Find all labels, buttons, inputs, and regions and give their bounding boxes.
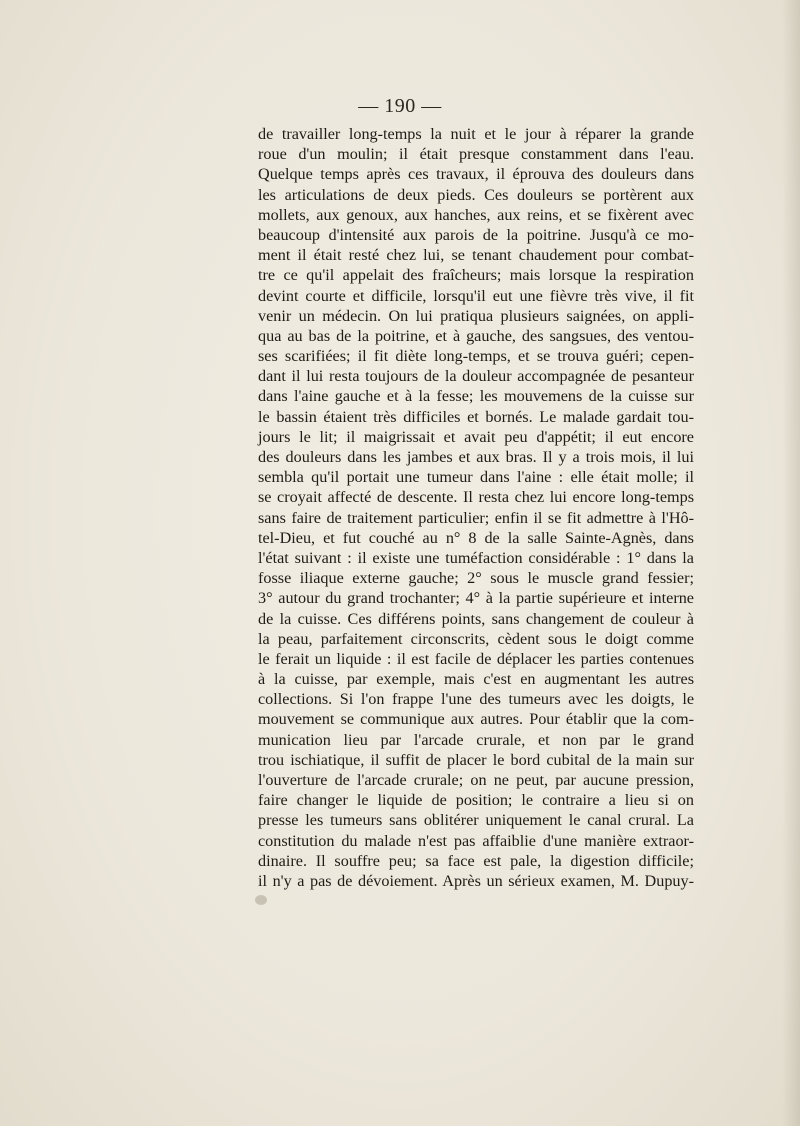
- text-line: l'état suivant : il existe une tuméfaction considérable : 1° dans la: [258, 548, 694, 567]
- text-line: de travailler long-temps la nuit et le jour à réparer la grande: [258, 125, 694, 143]
- ink-smudge: [255, 895, 267, 905]
- text-line: qua au bas de la poitrine, et à gauche, des sangsues, des ventou-: [258, 326, 694, 345]
- text-line: roue d'un moulin; il était presque constamment dans l'eau.: [258, 145, 694, 164]
- text-line: l'ouverture de l'arcade crurale; on ne peut, par aucune pression,: [258, 771, 694, 789]
- text-line: se croyait affecté de descente. Il resta chez lui encore long-temps: [258, 488, 694, 507]
- text-line: venir un médecin. On lui pratiqua plusieurs saignées, on appli-: [258, 306, 694, 325]
- text-line: jours le lit; il maigrissait et avait peu d'appétit; il eut encore: [258, 427, 694, 446]
- text-line: à la cuisse, par exemple, mais c'est en augmentant les autres: [258, 670, 694, 689]
- text-line: il n'y a pas de dévoiement. Après un sérieux examen, M. Dupuy-: [258, 871, 694, 890]
- text-line: devint courte et difficile, lorsqu'il eut une fièvre très vive, il fit: [258, 286, 694, 305]
- text-line: tre ce qu'il appelait des fraîcheurs; mais lorsque la respiration: [258, 266, 694, 285]
- body-text: [258, 124, 694, 891]
- text-line: dant il lui resta toujours de la douleur accompagnée de pesanteur: [258, 367, 694, 386]
- text-line: dinaire. Il souffre peu; sa face est pale, la digestion difficile;: [258, 851, 694, 870]
- page-edge-shadow: [782, 0, 800, 1126]
- text-line: dans l'aine gauche et à la fesse; les mouvemens de la cuisse sur: [258, 387, 694, 406]
- text-line: le bassin étaient très difficiles et bornés. Le malade gardait tou-: [258, 407, 694, 426]
- text-line: fosse iliaque externe gauche; 2° sous le muscle grand fessier;: [258, 569, 694, 588]
- text-line: la peau, parfaitement circonscrits, cèdent sous le doigt comme: [258, 629, 694, 648]
- text-line: des douleurs dans les jambes et aux bras. Il y a trois mois, il lui: [258, 448, 694, 466]
- text-line: le ferait un liquide : il est facile de déplacer les parties contenues: [258, 649, 694, 668]
- text-line: ses scarifiées; il fit diète long-temps, et se trouva guéri; cepen-: [258, 347, 694, 366]
- text-line: faire changer le liquide de position; le contraire a lieu si on: [258, 791, 694, 810]
- text-line: munication lieu par l'arcade crurale, et non par le grand: [258, 730, 694, 749]
- text-line: trou ischiatique, il suffit de placer le bord cubital de la main sur: [258, 750, 694, 769]
- text-line: presse les tumeurs sans oblitérer uniquement le canal crural. La: [258, 811, 694, 830]
- text-line: tel-Dieu, et fut couché au n° 8 de la salle Sainte-Agnès, dans: [258, 528, 694, 547]
- text-line: ment il était resté chez lui, se tenant chaudement pour combat-: [258, 246, 694, 265]
- text-line: sans faire de traitement particulier; enfin il se fit admettre à l'Hô-: [258, 508, 694, 527]
- text-line: beaucoup d'intensité aux parois de la poitrine. Jusqu'à ce mo-: [258, 225, 694, 244]
- text-line: collections. Si l'on frappe l'une des tumeurs avec les doigts, le: [258, 690, 694, 709]
- text-line: sembla qu'il portait une tumeur dans l'aine : elle était molle; il: [258, 468, 694, 487]
- text-line: constitution du malade n'est pas affaiblie d'une manière extraor-: [258, 831, 694, 850]
- text-line: mollets, aux genoux, aux hanches, aux reins, et se fixèrent avec: [258, 205, 694, 224]
- text-line: 3° autour du grand trochanter; 4° à la partie supérieure et interne: [258, 589, 694, 608]
- text-line: Quelque temps après ces travaux, il éprouva des douleurs dans: [258, 165, 694, 184]
- text-line: de la cuisse. Ces différens points, sans changement de couleur à: [258, 609, 694, 628]
- page-number: — 190 —: [358, 95, 442, 117]
- text-line: les articulations de deux pieds. Ces douleurs se portèrent aux: [258, 185, 694, 204]
- text-line: mouvement se communique aux autres. Pour établir que la com-: [258, 710, 694, 729]
